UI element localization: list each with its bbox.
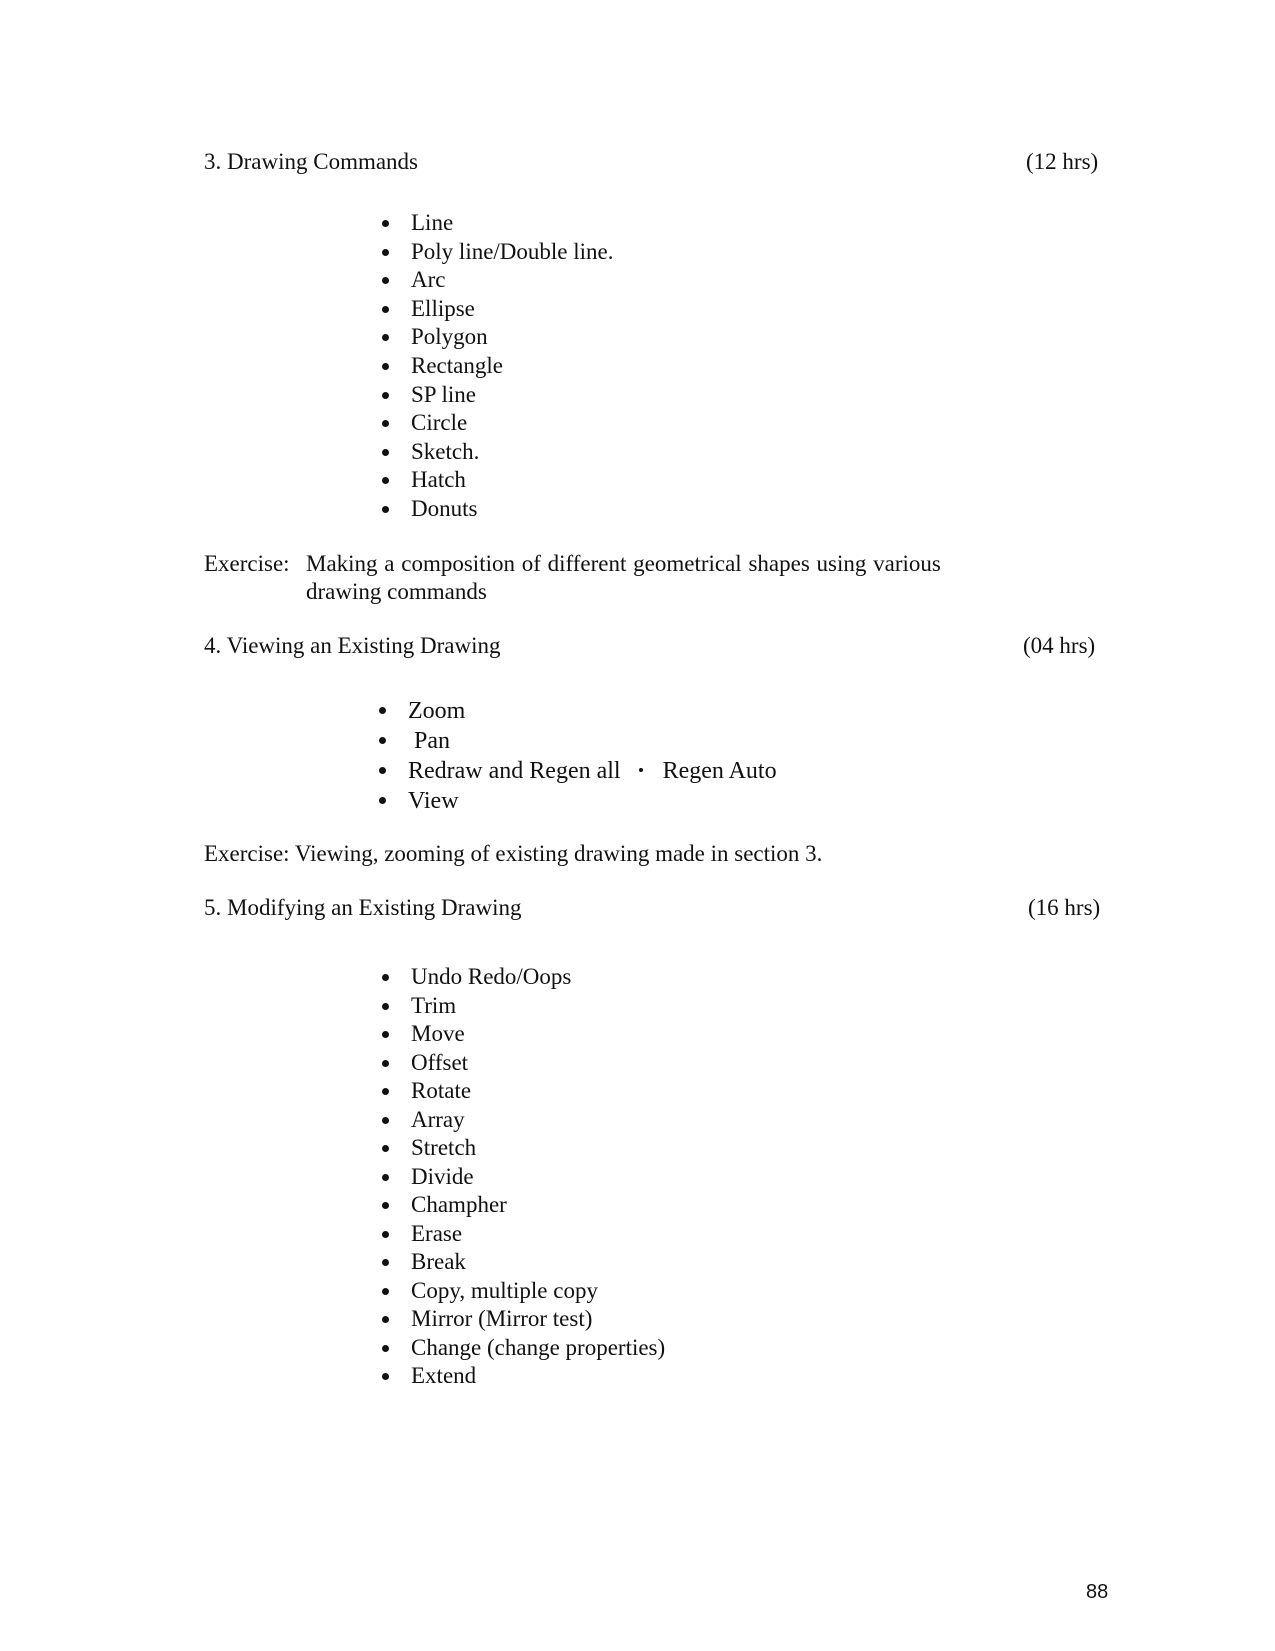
page-number: 88 xyxy=(1086,1581,1109,1603)
list-item: Hatch xyxy=(376,466,614,495)
list-item: SP line xyxy=(376,381,614,410)
list-item: Copy, multiple copy xyxy=(376,1277,665,1306)
list-item: Champher xyxy=(376,1191,665,1220)
list-item: Sketch. xyxy=(376,438,614,467)
list-item: Poly line/Double line. xyxy=(376,238,614,267)
list-item: View xyxy=(373,786,777,816)
list-item: Move xyxy=(376,1020,665,1049)
list-item: Rectangle xyxy=(376,352,614,381)
section-3-command-list xyxy=(376,209,614,524)
list-item xyxy=(373,756,777,786)
section-4-hours: (04 hrs) xyxy=(1023,633,1096,658)
list-item: Extend xyxy=(376,1362,665,1391)
section-5-heading: 5. Modifying an Existing Drawing xyxy=(204,895,522,920)
section-3-heading: 3. Drawing Commands xyxy=(204,149,419,174)
list-item-text: Redraw and Regen all xyxy=(408,758,621,784)
list-item: Arc xyxy=(376,266,614,295)
list-item: Trim xyxy=(376,992,665,1021)
list-item: Donuts xyxy=(376,495,614,524)
list-item: Circle xyxy=(376,409,614,438)
list-item: Offset xyxy=(376,1049,665,1078)
section-3-exercise-text-continued: drawing commands xyxy=(306,579,487,604)
list-item: Divide xyxy=(376,1163,665,1192)
section-4-exercise: Exercise: Viewing, zooming of existing drawing made in section 3. xyxy=(204,841,823,866)
list-item: Erase xyxy=(376,1220,665,1249)
section-3-exercise-text: Making a composition of different geometrical shapes using various xyxy=(306,551,941,576)
list-item: Ellipse xyxy=(376,295,614,324)
section-5-modify-list xyxy=(376,963,665,1391)
list-item: Mirror (Mirror test) xyxy=(376,1305,665,1334)
list-item: Break xyxy=(376,1248,665,1277)
list-item: Pan xyxy=(373,726,777,756)
separator-dot xyxy=(639,768,643,772)
list-item: Rotate xyxy=(376,1077,665,1106)
list-item: Array xyxy=(376,1106,665,1135)
section-3-exercise-label: Exercise: xyxy=(204,551,290,576)
section-4-view-list xyxy=(373,696,777,816)
section-5-hours: (16 hrs) xyxy=(1028,895,1101,920)
list-item: Polygon xyxy=(376,323,614,352)
list-item-text-extra: Regen Auto xyxy=(662,758,777,784)
list-item: Undo Redo/Oops xyxy=(376,963,665,992)
section-4-heading: 4. Viewing an Existing Drawing xyxy=(204,633,501,658)
list-item: Zoom xyxy=(373,696,777,726)
list-item: Stretch xyxy=(376,1134,665,1163)
list-item: Line xyxy=(376,209,614,238)
section-3-hours: (12 hrs) xyxy=(1026,149,1099,174)
list-item: Change (change properties) xyxy=(376,1334,665,1363)
